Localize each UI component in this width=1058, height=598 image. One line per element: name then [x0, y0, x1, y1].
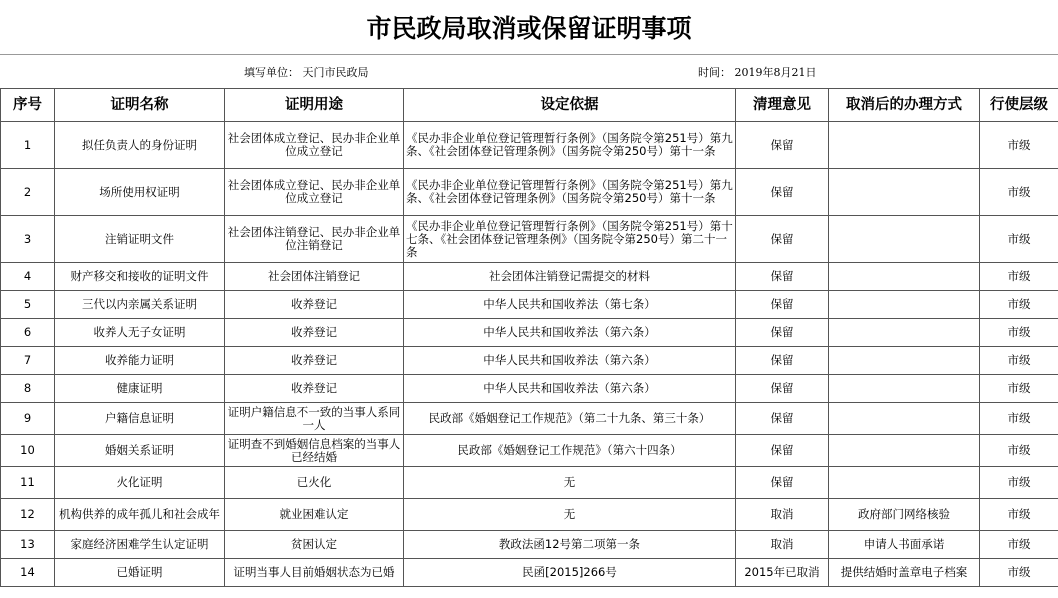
cell-level: 市级: [980, 216, 1058, 263]
cell-name: 三代以内亲属关系证明: [55, 291, 225, 319]
cell-opinion: 保留: [736, 122, 829, 169]
cell-method: [829, 319, 980, 347]
cell-name: 户籍信息证明: [55, 403, 225, 435]
table-row: [1, 216, 1058, 263]
table-row: [1, 169, 1058, 216]
cell-method: [829, 347, 980, 375]
cell-no: 14: [1, 559, 55, 587]
cell-name: 婚姻关系证明: [55, 435, 225, 467]
cell-opinion: 保留: [736, 169, 829, 216]
cell-no: 3: [1, 216, 55, 263]
cell-method: [829, 122, 980, 169]
cell-no: 7: [1, 347, 55, 375]
cell-basis: 中华人民共和国收养法（第六条）: [404, 375, 736, 403]
cell-opinion: 取消: [736, 531, 829, 559]
cell-level: 市级: [980, 559, 1058, 587]
time-label: 时间：: [698, 66, 731, 79]
cell-basis: 社会团体注销登记需提交的材料: [404, 263, 736, 291]
cell-basis: 《民办非企业单位登记管理暂行条例》（国务院令第251号）第十七条、《社会团体登记管理条例》（国务院令第250号）第二十一条: [404, 216, 736, 263]
cell-method: [829, 375, 980, 403]
table-row: [1, 319, 1058, 347]
cell-name: 注销证明文件: [55, 216, 225, 263]
cell-level: 市级: [980, 531, 1058, 559]
cell-opinion: 保留: [736, 347, 829, 375]
cell-method: 政府部门网络核验: [829, 499, 980, 531]
cell-name: 财产移交和接收的证明文件: [55, 263, 225, 291]
cell-name: 收养能力证明: [55, 347, 225, 375]
cell-method: [829, 403, 980, 435]
cell-no: 8: [1, 375, 55, 403]
cell-opinion: 保留: [736, 435, 829, 467]
cell-basis: 教政法函12号第二项第一条: [404, 531, 736, 559]
fill-unit: [244, 64, 369, 80]
cell-basis: 无: [404, 467, 736, 499]
cell-use: 社会团体注销登记、民办非企业单位注销登记: [225, 216, 404, 263]
col-header-basis: 设定依据: [404, 89, 736, 122]
cell-level: 市级: [980, 263, 1058, 291]
cell-method: [829, 467, 980, 499]
cell-name: 家庭经济困难学生认定证明: [55, 531, 225, 559]
table-row: [1, 403, 1058, 435]
cell-level: 市级: [980, 319, 1058, 347]
cell-basis: 民政部《婚姻登记工作规范》（第二十九条、第三十条）: [404, 403, 736, 435]
cell-use: 社会团体注销登记: [225, 263, 404, 291]
cell-name: 火化证明: [55, 467, 225, 499]
cell-opinion: 保留: [736, 263, 829, 291]
cell-use: 证明当事人目前婚姻状态为已婚: [225, 559, 404, 587]
cell-name: 机构供养的成年孤儿和社会成年: [55, 499, 225, 531]
cell-use: 已火化: [225, 467, 404, 499]
cell-name: 已婚证明: [55, 559, 225, 587]
cell-no: 12: [1, 499, 55, 531]
cell-basis: 无: [404, 499, 736, 531]
cell-use: 收养登记: [225, 291, 404, 319]
cell-method: 申请人书面承诺: [829, 531, 980, 559]
header-row: [1, 89, 1058, 122]
cell-no: 13: [1, 531, 55, 559]
cell-method: [829, 169, 980, 216]
col-header-method: 取消后的办理方式: [829, 89, 980, 122]
cell-use: 证明查不到婚姻信息档案的当事人已经结婚: [225, 435, 404, 467]
cell-no: 4: [1, 263, 55, 291]
cell-level: 市级: [980, 169, 1058, 216]
cell-level: 市级: [980, 347, 1058, 375]
cell-level: 市级: [980, 122, 1058, 169]
table-row: [1, 375, 1058, 403]
cell-use: 收养登记: [225, 347, 404, 375]
cell-level: 市级: [980, 499, 1058, 531]
cell-name: 健康证明: [55, 375, 225, 403]
cell-method: [829, 291, 980, 319]
cell-use: 收养登记: [225, 319, 404, 347]
cell-use: 社会团体成立登记、民办非企业单位成立登记: [225, 122, 404, 169]
table-row: [1, 291, 1058, 319]
cell-use: 社会团体成立登记、民办非企业单位成立登记: [225, 169, 404, 216]
cell-level: 市级: [980, 291, 1058, 319]
cell-use: 收养登记: [225, 375, 404, 403]
cell-use: 贫困认定: [225, 531, 404, 559]
cell-basis: 民函[2015]266号: [404, 559, 736, 587]
cell-method: 提供结婚时盖章电子档案: [829, 559, 980, 587]
cell-no: 10: [1, 435, 55, 467]
cell-no: 11: [1, 467, 55, 499]
cell-basis: 《民办非企业单位登记管理暂行条例》（国务院令第251号）第九条、《社会团体登记管理条例》（国务院令第250号）第十一条: [404, 169, 736, 216]
meta-row: [0, 54, 1058, 88]
table-row: [1, 122, 1058, 169]
cell-no: 9: [1, 403, 55, 435]
cell-opinion: 取消: [736, 499, 829, 531]
cell-basis: 中华人民共和国收养法（第六条）: [404, 347, 736, 375]
cell-level: 市级: [980, 375, 1058, 403]
table-row: [1, 559, 1058, 587]
table-row: [1, 531, 1058, 559]
cell-method: [829, 263, 980, 291]
table-row: [1, 467, 1058, 499]
cell-name: 拟任负责人的身份证明: [55, 122, 225, 169]
cell-opinion: 保留: [736, 375, 829, 403]
cell-use: 证明户籍信息不一致的当事人系同一人: [225, 403, 404, 435]
cell-name: 场所使用权证明: [55, 169, 225, 216]
cell-opinion: 2015年已取消: [736, 559, 829, 587]
cell-no: 2: [1, 169, 55, 216]
cell-basis: 《民办非企业单位登记管理暂行条例》（国务院令第251号）第九条、《社会团体登记管理条例》（国务院令第250号）第十一条: [404, 122, 736, 169]
cell-opinion: 保留: [736, 216, 829, 263]
unit-label: 填写单位：: [244, 66, 299, 79]
cell-basis: 中华人民共和国收养法（第六条）: [404, 319, 736, 347]
col-header-name: 证明名称: [55, 89, 225, 122]
col-header-opinion: 清理意见: [736, 89, 829, 122]
cell-basis: 民政部《婚姻登记工作规范》（第六十四条）: [404, 435, 736, 467]
unit-value: 天门市民政局: [302, 66, 369, 79]
cell-method: [829, 435, 980, 467]
cell-opinion: 保留: [736, 403, 829, 435]
cell-level: 市级: [980, 467, 1058, 499]
col-header-level: 行使层级: [980, 89, 1058, 122]
cell-opinion: 保留: [736, 319, 829, 347]
cell-opinion: 保留: [736, 291, 829, 319]
table-row: [1, 263, 1058, 291]
cell-use: 就业困难认定: [225, 499, 404, 531]
col-header-no: 序号: [1, 89, 55, 122]
cell-name: 收养人无子女证明: [55, 319, 225, 347]
cell-method: [829, 216, 980, 263]
items-table: [0, 88, 1058, 587]
fill-time: [698, 64, 817, 80]
page-title: 市民政局取消或保留证明事项: [0, 0, 1058, 55]
table-row: [1, 347, 1058, 375]
cell-opinion: 保留: [736, 467, 829, 499]
col-header-use: 证明用途: [225, 89, 404, 122]
cell-level: 市级: [980, 435, 1058, 467]
table-row: [1, 499, 1058, 531]
cell-no: 6: [1, 319, 55, 347]
cell-no: 5: [1, 291, 55, 319]
time-value: 2019年8月21日: [734, 66, 817, 79]
cell-basis: 中华人民共和国收养法（第七条）: [404, 291, 736, 319]
cell-no: 1: [1, 122, 55, 169]
table-row: [1, 435, 1058, 467]
cell-level: 市级: [980, 403, 1058, 435]
